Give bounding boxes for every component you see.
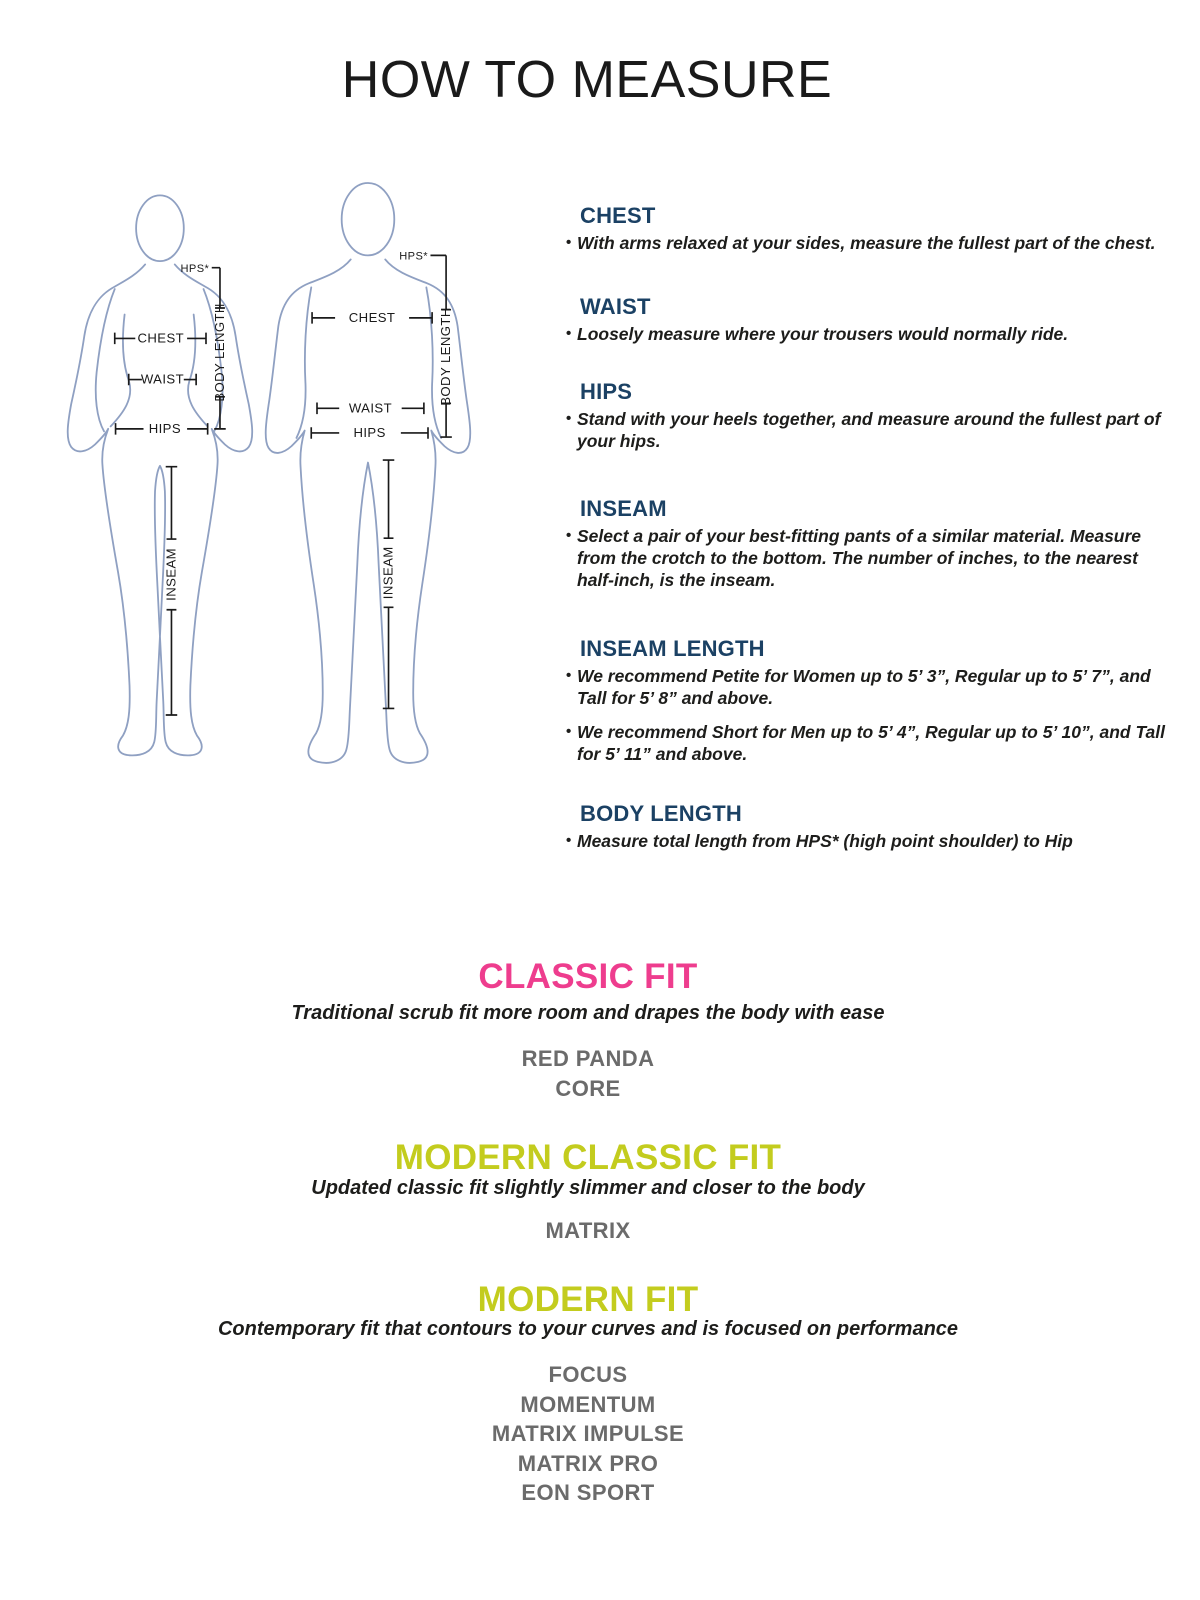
- section-hips: [556, 379, 1168, 452]
- female-figure-arm-lines: [96, 289, 223, 431]
- product-name: CORE: [555, 1075, 621, 1101]
- section-inseam-length-heading: INSEAM LENGTH: [580, 636, 765, 661]
- product-name: RED PANDA: [521, 1046, 655, 1071]
- measure-instruction: • Stand with your heels together, and measure around the fullest part of your hips.: [556, 408, 1168, 452]
- section-inseam-heading: INSEAM: [580, 496, 667, 521]
- section-inseam: [556, 496, 1168, 591]
- modern-fit-products: [0, 1360, 1176, 1508]
- female-chest-label: CHEST: [137, 330, 185, 346]
- female-figure-head: [136, 195, 184, 261]
- product-name: MATRIX: [545, 1218, 631, 1243]
- female-waist-label: WAIST: [140, 371, 185, 387]
- classic-fit-products: [0, 1044, 1176, 1103]
- measure-instruction: • We recommend Petite for Women up to 5’ 3”, Regular up to 5’ 7”, and Tall for 5’ 8” and above.: [556, 665, 1168, 709]
- measure-instruction: • We recommend Short for Men up to 5’ 4”, Regular up to 5’ 10”, and Tall for 5’ 11” and above.: [556, 721, 1168, 765]
- male-inseam-label: INSEAM: [380, 546, 396, 600]
- modern-fit-description: Contemporary fit that contours to your curves and is focused on performance: [217, 1318, 959, 1340]
- modern-classic-fit-description: Updated classic fit slightly slimmer and closer to the body: [311, 1177, 865, 1199]
- male-hps-label: HPS*: [399, 250, 428, 263]
- section-body-length-heading: BODY LENGTH: [580, 801, 742, 826]
- female-body-length-label: BODY LENGTH: [212, 303, 228, 402]
- section-inseam-length: [556, 636, 1168, 765]
- classic-fit-description: Traditional scrub fit more room and drapes the body with ease: [291, 1002, 885, 1024]
- modern-classic-fit-products: [0, 1216, 1176, 1246]
- product-name: MATRIX PRO: [517, 1450, 659, 1476]
- classic-fit-heading: CLASSIC FIT: [478, 957, 698, 996]
- male-hips-label: HIPS: [353, 425, 386, 441]
- section-chest: [556, 203, 1168, 254]
- product-name: MATRIX IMPULSE: [491, 1421, 685, 1446]
- section-waist: [556, 294, 1168, 345]
- male-waist-label: WAIST: [348, 400, 393, 416]
- female-inseam-label: INSEAM: [163, 547, 179, 601]
- female-hps-label: HPS*: [180, 262, 210, 275]
- section-hips-heading: HIPS: [580, 379, 633, 404]
- modern-fit-heading: MODERN FIT: [477, 1280, 699, 1319]
- page-title: HOW TO MEASURE: [341, 51, 833, 109]
- product-name: MOMENTUM: [520, 1391, 656, 1417]
- modern-classic-fit-heading: MODERN CLASSIC FIT: [394, 1138, 782, 1177]
- measure-instruction: • Measure total length from HPS* (high point shoulder) to Hip: [556, 830, 1168, 852]
- measure-instruction: • Select a pair of your best-fitting pants of a similar material. Measure from the crotch to the bottom. The number of inches, to the nearest half-inch, is the inseam.: [556, 525, 1168, 591]
- measure-instruction: • With arms relaxed at your sides, measure the fullest part of the chest.: [556, 232, 1168, 254]
- measure-instruction: • Loosely measure where your trousers would normally ride.: [556, 323, 1168, 345]
- product-name: FOCUS: [548, 1362, 628, 1387]
- section-body-length: [556, 801, 1168, 852]
- male-body-length-label: BODY LENGTH: [438, 307, 454, 406]
- female-hips-label: HIPS: [148, 420, 182, 436]
- measurement-figures-illustration: [0, 160, 560, 900]
- section-waist-heading: WAIST: [580, 294, 651, 319]
- section-chest-heading: CHEST: [580, 203, 656, 228]
- male-figure-head: [342, 183, 395, 255]
- product-name: EON SPORT: [521, 1480, 655, 1505]
- male-chest-label: CHEST: [348, 309, 396, 325]
